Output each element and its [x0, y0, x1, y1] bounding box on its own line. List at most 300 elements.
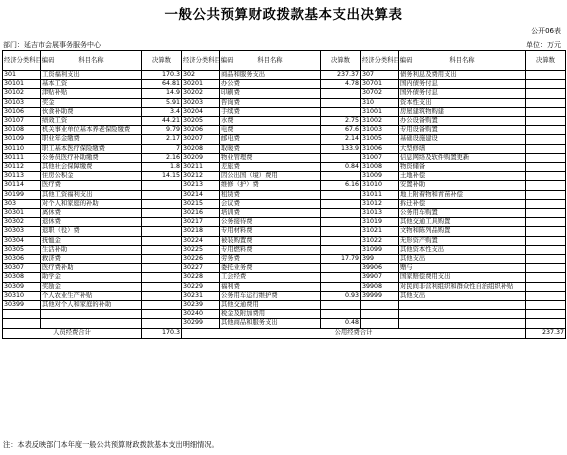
cell-name: 国外债务付息 [399, 89, 526, 98]
cell-code: 30309 [3, 282, 41, 291]
header-amount: 决算数 [526, 51, 566, 71]
cell-amount [142, 255, 182, 264]
cell-code: 39906 [361, 264, 399, 273]
cell-amount [526, 135, 566, 144]
cell-amount [526, 190, 566, 199]
cell-name: 专用燃料费 [220, 245, 321, 254]
table-row [3, 181, 566, 190]
cell-name: 工资福利支出 [41, 71, 142, 80]
cell-code: 310 [361, 98, 399, 107]
cell-amount [321, 107, 361, 116]
cell-name: 津贴补贴 [41, 89, 142, 98]
cell-amount: 3.4 [142, 107, 182, 116]
table-row [3, 264, 566, 273]
cell-name: 职业年金缴费 [41, 135, 142, 144]
cell-amount [142, 319, 182, 328]
cell-code: 399 [361, 255, 399, 264]
table-row [3, 172, 566, 181]
cell-code: 30110 [3, 144, 41, 153]
cell-code: 31019 [361, 218, 399, 227]
cell-code: 31022 [361, 236, 399, 245]
cell-name: 差旅费 [220, 163, 321, 172]
cell-amount: 170.3 [142, 71, 182, 80]
cell-code: 301 [3, 71, 41, 80]
cell-amount [526, 80, 566, 89]
cell-name: 工会经费 [220, 273, 321, 282]
cell-code: 30215 [182, 199, 220, 208]
cell-name: 国家赔偿费用支出 [399, 273, 526, 282]
table-row [3, 153, 566, 162]
cell-code: 30205 [182, 117, 220, 126]
cell-amount [526, 319, 566, 328]
header-name: 科目名称 [41, 51, 142, 71]
cell-code: 31012 [361, 199, 399, 208]
cell-name: 退职（役）费 [41, 227, 142, 236]
cell-amount [321, 310, 361, 319]
cell-name: 被装购置费 [220, 236, 321, 245]
cell-name [399, 319, 526, 328]
cell-code: 30301 [3, 209, 41, 218]
cell-code: 30216 [182, 209, 220, 218]
cell-name [41, 319, 142, 328]
cell-code: 30209 [182, 153, 220, 162]
cell-amount [526, 218, 566, 227]
cell-amount [526, 291, 566, 300]
cell-amount: 133.9 [321, 144, 361, 153]
cell-code: 30199 [3, 190, 41, 199]
cell-amount [321, 236, 361, 245]
cell-name: 办公费 [220, 80, 321, 89]
cell-name: 职工基本医疗保险缴费 [41, 144, 142, 153]
cell-name: 公务员医疗补助缴费 [41, 153, 142, 162]
cell-amount [142, 310, 182, 319]
cell-code: 31011 [361, 190, 399, 199]
cell-name: 税金及附加费用 [220, 310, 321, 319]
cell-name: 安置补助 [399, 181, 526, 190]
cell-amount [526, 117, 566, 126]
cell-name: 奖金 [41, 98, 142, 107]
cell-name: 其他商品和服务支出 [220, 319, 321, 328]
cell-amount: 14.9 [142, 89, 182, 98]
expenditure-table [2, 50, 566, 339]
table-row [3, 301, 566, 310]
cell-name: 物资储备 [399, 163, 526, 172]
table-row [3, 291, 566, 300]
cell-amount: 4.78 [321, 80, 361, 89]
cell-code: 30106 [3, 107, 41, 116]
cell-name: 无形资产购置 [399, 236, 526, 245]
cell-amount [321, 190, 361, 199]
header-amount: 决算数 [142, 51, 182, 71]
cell-amount [526, 282, 566, 291]
form-number: 公开06表 [531, 27, 561, 35]
cell-code: 31010 [361, 181, 399, 190]
cell-code: 30101 [3, 80, 41, 89]
cell-code: 30203 [182, 98, 220, 107]
cell-amount [526, 153, 566, 162]
cell-amount [321, 273, 361, 282]
cell-code [361, 310, 399, 319]
cell-name: 拆迁补偿 [399, 199, 526, 208]
cell-name [41, 310, 142, 319]
cell-name: 大型修缮 [399, 144, 526, 153]
cell-amount [526, 144, 566, 153]
cell-name: 离休费 [41, 209, 142, 218]
cell-amount: 2.17 [142, 135, 182, 144]
cell-amount [526, 126, 566, 135]
cell-name: 电费 [220, 126, 321, 135]
header-name: 科目名称 [399, 51, 526, 71]
table-body [3, 71, 566, 329]
cell-amount: 5.91 [142, 98, 182, 107]
cell-code: 30227 [182, 264, 220, 273]
cell-code: 31099 [361, 245, 399, 254]
cell-name: 因公出国（境）费用 [220, 172, 321, 181]
table-row [3, 255, 566, 264]
cell-amount [526, 236, 566, 245]
cell-code: 30239 [182, 301, 220, 310]
cell-code: 31005 [361, 135, 399, 144]
cell-name: 助学金 [41, 273, 142, 282]
cell-name: 医疗费补助 [41, 264, 142, 273]
cell-code: 30307 [3, 264, 41, 273]
cell-amount [142, 236, 182, 245]
header-name: 科目名称 [220, 51, 321, 71]
cell-name [399, 301, 526, 310]
page-title: 一般公共预算财政拨款基本支出决算表 [164, 7, 403, 23]
cell-name: 房屋建筑物购建 [399, 107, 526, 116]
cell-amount [321, 89, 361, 98]
cell-amount: 9.79 [142, 126, 182, 135]
cell-code: 39999 [361, 291, 399, 300]
cell-name: 救济费 [41, 255, 142, 264]
cell-name: 物业管理费 [220, 153, 321, 162]
cell-name: 机关事业单位基本养老保险缴费 [41, 126, 142, 135]
table-row [3, 282, 566, 291]
cell-code: 30399 [3, 301, 41, 310]
cell-code: 30306 [3, 255, 41, 264]
cell-name: 其他资本性支出 [399, 245, 526, 254]
cell-amount [526, 98, 566, 107]
cell-code: 30112 [3, 163, 41, 172]
cell-code: 31021 [361, 227, 399, 236]
header-amount: 决算数 [321, 51, 361, 71]
cell-amount: 14.15 [142, 172, 182, 181]
cell-amount: 1.8 [142, 163, 182, 172]
cell-amount [142, 199, 182, 208]
header-code: 经济分类科目编码 [182, 51, 220, 71]
cell-code: 30207 [182, 135, 220, 144]
cell-code: 31001 [361, 107, 399, 116]
cell-name: 专用材料费 [220, 227, 321, 236]
cell-code: 31003 [361, 126, 399, 135]
cell-name: 资本性支出 [399, 98, 526, 107]
cell-name: 对个人和家庭的补助 [41, 199, 142, 208]
cell-code [361, 301, 399, 310]
table-row [3, 218, 566, 227]
cell-name: 退休费 [41, 218, 142, 227]
cell-code: 39907 [361, 273, 399, 282]
cell-code: 31008 [361, 163, 399, 172]
cell-amount [142, 291, 182, 300]
cell-name: 其他支出 [399, 291, 526, 300]
cell-code: 30204 [182, 107, 220, 116]
cell-amount: 2.75 [321, 117, 361, 126]
cell-name: 住房公积金 [41, 172, 142, 181]
cell-code: 30217 [182, 218, 220, 227]
table-header-row [3, 51, 566, 71]
unit-label: 单位：万元 [526, 41, 561, 49]
cell-name: 债务利息及费用支出 [399, 71, 526, 80]
cell-amount [321, 282, 361, 291]
cell-code: 30702 [361, 89, 399, 98]
table-row [3, 245, 566, 254]
cell-name: 会议费 [220, 199, 321, 208]
table-row [3, 227, 566, 236]
cell-amount [321, 98, 361, 107]
table-row [3, 126, 566, 135]
cell-amount [526, 89, 566, 98]
cell-code: 31013 [361, 209, 399, 218]
cell-code: 30228 [182, 273, 220, 282]
table-row [3, 236, 566, 245]
cell-code: 302 [182, 71, 220, 80]
cell-name: 公务接待费 [220, 218, 321, 227]
cell-name: 培训费 [220, 209, 321, 218]
cell-amount [321, 218, 361, 227]
cell-amount: 2.14 [321, 135, 361, 144]
cell-name: 劳务费 [220, 255, 321, 264]
cell-amount [142, 227, 182, 236]
cell-amount [321, 227, 361, 236]
cell-name: 土地补偿 [399, 172, 526, 181]
cell-amount [142, 190, 182, 199]
table-row [3, 310, 566, 319]
cell-code: 30208 [182, 144, 220, 153]
cell-name: 租赁费 [220, 190, 321, 199]
cell-code: 39908 [361, 282, 399, 291]
cell-amount [142, 264, 182, 273]
personnel-total-value: 170.3 [142, 328, 182, 338]
cell-name: 对民间非营利组织和群众性自治组织补贴 [399, 282, 526, 291]
cell-code: 30240 [182, 310, 220, 319]
cell-code: 30111 [3, 153, 41, 162]
table-row [3, 107, 566, 116]
cell-code [361, 319, 399, 328]
cell-name: 手续费 [220, 107, 321, 116]
cell-code: 30225 [182, 245, 220, 254]
cell-amount: 64.81 [142, 80, 182, 89]
cell-name: 取暖费 [220, 144, 321, 153]
cell-name: 其他工资福利支出 [41, 190, 142, 199]
cell-name: 生活补助 [41, 245, 142, 254]
cell-code: 30302 [3, 218, 41, 227]
cell-amount [526, 163, 566, 172]
table-row [3, 135, 566, 144]
cell-amount [526, 301, 566, 310]
cell-amount [526, 310, 566, 319]
table-row [3, 71, 566, 80]
cell-name: 专用设备购置 [399, 126, 526, 135]
cell-name: 个人农业生产补贴 [41, 291, 142, 300]
cell-name: 基础设施建设 [399, 135, 526, 144]
footnote: 注：本表反映部门本年度一般公共预算财政拨款基本支出明细情况。 [3, 440, 219, 449]
cell-amount [321, 153, 361, 162]
cell-amount: 44.21 [142, 117, 182, 126]
cell-code: 30109 [3, 135, 41, 144]
cell-name: 奖励金 [41, 282, 142, 291]
cell-amount [321, 301, 361, 310]
cell-code: 303 [3, 199, 41, 208]
department-label: 部门：延吉市会展事务服务中心 [3, 41, 101, 49]
cell-name: 印刷费 [220, 89, 321, 98]
cell-name: 地上附着物和青苗补偿 [399, 190, 526, 199]
cell-amount [526, 199, 566, 208]
cell-amount: 2.16 [142, 153, 182, 162]
cell-code: 30107 [3, 117, 41, 126]
cell-name: 咨询费 [220, 98, 321, 107]
cell-name: 维修（护）费 [220, 181, 321, 190]
cell-code: 30218 [182, 227, 220, 236]
cell-name: 伙食补助费 [41, 107, 142, 116]
cell-code: 30224 [182, 236, 220, 245]
cell-code: 30102 [3, 89, 41, 98]
cell-amount: 0.48 [321, 319, 361, 328]
cell-name: 公务用车运行维护费 [220, 291, 321, 300]
cell-code: 30114 [3, 181, 41, 190]
cell-amount [321, 264, 361, 273]
cell-amount: 7 [142, 144, 182, 153]
cell-amount: 237.37 [321, 71, 361, 80]
cell-code: 30701 [361, 80, 399, 89]
cell-code: 31007 [361, 153, 399, 162]
cell-name: 其他对个人和家庭的补助 [41, 301, 142, 310]
cell-amount [526, 209, 566, 218]
cell-code: 30231 [182, 291, 220, 300]
cell-amount [142, 209, 182, 218]
cell-name: 委托业务费 [220, 264, 321, 273]
table-row [3, 209, 566, 218]
table-row [3, 80, 566, 89]
table-row [3, 273, 566, 282]
header-code: 经济分类科目编码 [3, 51, 41, 71]
cell-code: 30108 [3, 126, 41, 135]
cell-amount [526, 172, 566, 181]
cell-code: 30303 [3, 227, 41, 236]
cell-amount [321, 245, 361, 254]
cell-amount [526, 71, 566, 80]
cell-name: 绩效工资 [41, 117, 142, 126]
cell-name: 其他交通费用 [220, 301, 321, 310]
table-row [3, 190, 566, 199]
cell-amount [142, 301, 182, 310]
cell-code: 30304 [3, 236, 41, 245]
table-row [3, 117, 566, 126]
cell-code: 30201 [182, 80, 220, 89]
cell-code: 30226 [182, 255, 220, 264]
cell-code: 30211 [182, 163, 220, 172]
cell-amount [526, 107, 566, 116]
cell-name: 赠与 [399, 264, 526, 273]
table-row [3, 319, 566, 328]
header-code: 经济分类科目编码 [361, 51, 399, 71]
cell-name [399, 310, 526, 319]
cell-amount [526, 245, 566, 254]
cell-name: 国内债务付息 [399, 80, 526, 89]
cell-amount [142, 181, 182, 190]
cell-amount [526, 227, 566, 236]
cell-name: 医疗费 [41, 181, 142, 190]
cell-name: 信息网络及软件购置更新 [399, 153, 526, 162]
cell-amount [321, 199, 361, 208]
cell-code: 30310 [3, 291, 41, 300]
cell-name: 基本工资 [41, 80, 142, 89]
table-row [3, 199, 566, 208]
cell-code [3, 310, 41, 319]
table-row [3, 144, 566, 153]
table-row [3, 163, 566, 172]
cell-amount [526, 273, 566, 282]
cell-code: 30299 [182, 319, 220, 328]
cell-amount: 0.93 [321, 291, 361, 300]
cell-name: 抚恤金 [41, 236, 142, 245]
cell-name: 福利费 [220, 282, 321, 291]
cell-name: 其他交通工具购置 [399, 218, 526, 227]
cell-amount: 6.16 [321, 181, 361, 190]
cell-code: 31009 [361, 172, 399, 181]
cell-code: 30305 [3, 245, 41, 254]
cell-name: 其他社会保障缴费 [41, 163, 142, 172]
cell-code: 30206 [182, 126, 220, 135]
cell-amount [321, 209, 361, 218]
cell-amount [526, 181, 566, 190]
cell-amount: 17.79 [321, 255, 361, 264]
cell-amount [142, 245, 182, 254]
cell-code: 30308 [3, 273, 41, 282]
cell-name: 商品和服务支出 [220, 71, 321, 80]
cell-code: 30214 [182, 190, 220, 199]
cell-code: 307 [361, 71, 399, 80]
cell-amount: 67.6 [321, 126, 361, 135]
table-row [3, 98, 566, 107]
public-total-value: 237.37 [526, 328, 566, 338]
cell-code: 30229 [182, 282, 220, 291]
cell-amount [142, 282, 182, 291]
cell-code: 31006 [361, 144, 399, 153]
cell-amount [142, 218, 182, 227]
table-row [3, 89, 566, 98]
cell-code: 30113 [3, 172, 41, 181]
cell-name: 其他支出 [399, 255, 526, 264]
cell-code: 30103 [3, 98, 41, 107]
cell-name: 办公设备购置 [399, 117, 526, 126]
cell-name: 水费 [220, 117, 321, 126]
totals-row [3, 328, 566, 338]
cell-name: 邮电费 [220, 135, 321, 144]
cell-amount [526, 264, 566, 273]
cell-code: 30212 [182, 172, 220, 181]
cell-code: 30213 [182, 181, 220, 190]
cell-code: 31002 [361, 117, 399, 126]
cell-amount [321, 172, 361, 181]
cell-name: 公务用车购置 [399, 209, 526, 218]
cell-name: 文物和陈列品购置 [399, 227, 526, 236]
cell-amount: 0.84 [321, 163, 361, 172]
personnel-total-label: 人员经费合计 [3, 328, 142, 338]
public-total-label: 公用经费合计 [182, 328, 526, 338]
cell-amount [142, 273, 182, 282]
cell-code [3, 319, 41, 328]
